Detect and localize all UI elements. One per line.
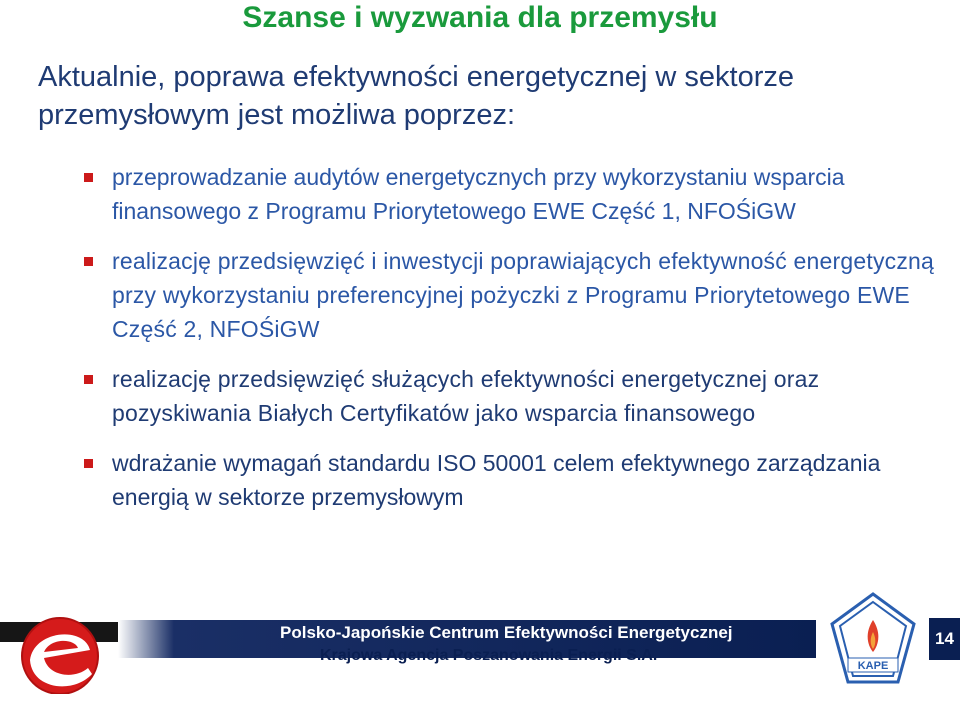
square-bullet-icon	[84, 173, 93, 182]
slide-footer	[0, 608, 960, 694]
square-bullet-icon	[84, 375, 93, 384]
intro-text: Aktualnie, poprawa efektywności energetycznej w sektorze przemysłowym jest możliwa poprzez:	[38, 61, 794, 131]
bullet-text: realizację przedsięwzięć służących efektywności energetycznej oraz pozyskiwania Białych Certyfikatów jako wsparcia finansowego	[112, 366, 820, 426]
footer-agency-name: Krajowa Agencja Poszanowania Energii S.A.	[320, 647, 658, 664]
bullet-item-audits	[82, 160, 942, 228]
bullet-text: realizację przedsięwzięć i inwestycji poprawiających efektywność energetyczną przy wykorzystaniu preferencyjnej pożyczki z Programu Priorytetowego EWE Część 2, NFOŚiGW	[112, 248, 935, 342]
bullet-item-investments	[82, 244, 942, 346]
kape-logo-text: KAPE	[857, 660, 889, 672]
page-number: 14	[929, 618, 960, 660]
square-bullet-icon	[84, 257, 93, 266]
slide-title: Szanse i wyzwania dla przemysłu	[242, 1, 718, 34]
e-logo-icon	[4, 608, 122, 694]
square-bullet-icon	[84, 459, 93, 468]
bullet-text: wdrażanie wymagań standardu ISO 50001 celem efektywnego zarządzania energią w sektorze przemysłowym	[112, 450, 881, 510]
bullet-item-iso-50001	[82, 446, 942, 514]
kape-logo-icon	[820, 586, 926, 696]
bullet-text: przeprowadzanie audytów energetycznych przy wykorzystaniu wsparcia finansowego z Programu Priorytetowego EWE Część 1, NFOŚiGW	[112, 164, 845, 224]
footer-center-name: Polsko-Japońskie Centrum Efektywności Energetycznej	[280, 623, 733, 642]
bullet-item-white-certificates	[82, 362, 942, 430]
bullet-list	[82, 160, 942, 514]
